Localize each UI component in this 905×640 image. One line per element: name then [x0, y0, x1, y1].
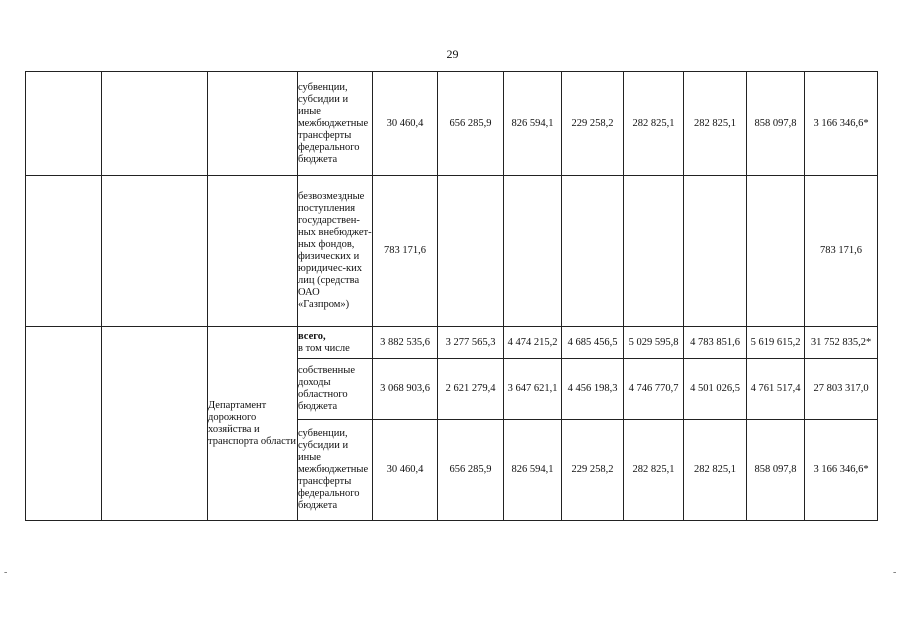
- value-cell: 4 783 851,6: [684, 327, 747, 359]
- value-cell: [624, 176, 684, 327]
- empty-cell: [26, 176, 102, 327]
- empty-cell: [26, 327, 102, 521]
- value-cell: 4 746 770,7: [624, 359, 684, 420]
- total-cell: 27 803 317,0: [805, 359, 878, 420]
- value-cell: 30 460,4: [373, 420, 438, 521]
- value-cell: 282 825,1: [624, 420, 684, 521]
- empty-cell: [102, 327, 208, 521]
- department-cell: Департамент дорожного хозяйства и транспорта области: [208, 327, 298, 521]
- value-cell: 4 761 517,4: [747, 359, 805, 420]
- budget-table: [25, 71, 878, 521]
- funding-source-cell: собственные доходы областного бюджета: [298, 359, 373, 420]
- value-cell: 656 285,9: [438, 420, 504, 521]
- funding-source-cell: субвенции, субсидии и иные межбюджетные трансферты федерального бюджета: [298, 420, 373, 521]
- value-cell: 3 277 565,3: [438, 327, 504, 359]
- value-cell: 858 097,8: [747, 420, 805, 521]
- empty-cell: [208, 72, 298, 176]
- value-cell: 656 285,9: [438, 72, 504, 176]
- scan-mark: -: [4, 567, 8, 578]
- value-cell: 4 501 026,5: [684, 359, 747, 420]
- funding-source-cell: безвозмездные поступления государствен-ных внебюджет-ных фондов, физических и юридичес-ких лиц (средства ОАО «Газпром»): [298, 176, 373, 327]
- value-cell: 3 647 621,1: [504, 359, 562, 420]
- table-row: [26, 327, 878, 359]
- value-cell: 826 594,1: [504, 72, 562, 176]
- funding-source-cell: субвенции, субсидии и иные межбюджетные трансферты федерального бюджета: [298, 72, 373, 176]
- value-cell: 4 685 456,5: [562, 327, 624, 359]
- value-cell: 783 171,6: [373, 176, 438, 327]
- value-cell: 30 460,4: [373, 72, 438, 176]
- value-cell: 3 068 903,6: [373, 359, 438, 420]
- total-cell: 31 752 835,2*: [805, 327, 878, 359]
- total-cell: 3 166 346,6*: [805, 72, 878, 176]
- including-label: в том числе: [298, 342, 350, 354]
- value-cell: 282 825,1: [624, 72, 684, 176]
- value-cell: [438, 176, 504, 327]
- table-row: [26, 176, 878, 327]
- value-cell: 5 029 595,8: [624, 327, 684, 359]
- total-cell: 3 166 346,6*: [805, 420, 878, 521]
- total-label: всего,: [298, 330, 326, 342]
- value-cell: [504, 176, 562, 327]
- total-cell: 783 171,6: [805, 176, 878, 327]
- value-cell: 858 097,8: [747, 72, 805, 176]
- value-cell: 229 258,2: [562, 420, 624, 521]
- scan-mark: -: [893, 567, 897, 578]
- value-cell: [684, 176, 747, 327]
- empty-cell: [102, 72, 208, 176]
- value-cell: 2 621 279,4: [438, 359, 504, 420]
- value-cell: 282 825,1: [684, 420, 747, 521]
- value-cell: 4 474 215,2: [504, 327, 562, 359]
- funding-source-cell: [298, 327, 373, 359]
- empty-cell: [26, 72, 102, 176]
- value-cell: 229 258,2: [562, 72, 624, 176]
- value-cell: [562, 176, 624, 327]
- value-cell: 4 456 198,3: [562, 359, 624, 420]
- value-cell: [747, 176, 805, 327]
- value-cell: 3 882 535,6: [373, 327, 438, 359]
- value-cell: 282 825,1: [684, 72, 747, 176]
- page-number: 29: [446, 47, 459, 61]
- table-row: [26, 72, 878, 176]
- empty-cell: [208, 176, 298, 327]
- empty-cell: [102, 176, 208, 327]
- value-cell: 5 619 615,2: [747, 327, 805, 359]
- value-cell: 826 594,1: [504, 420, 562, 521]
